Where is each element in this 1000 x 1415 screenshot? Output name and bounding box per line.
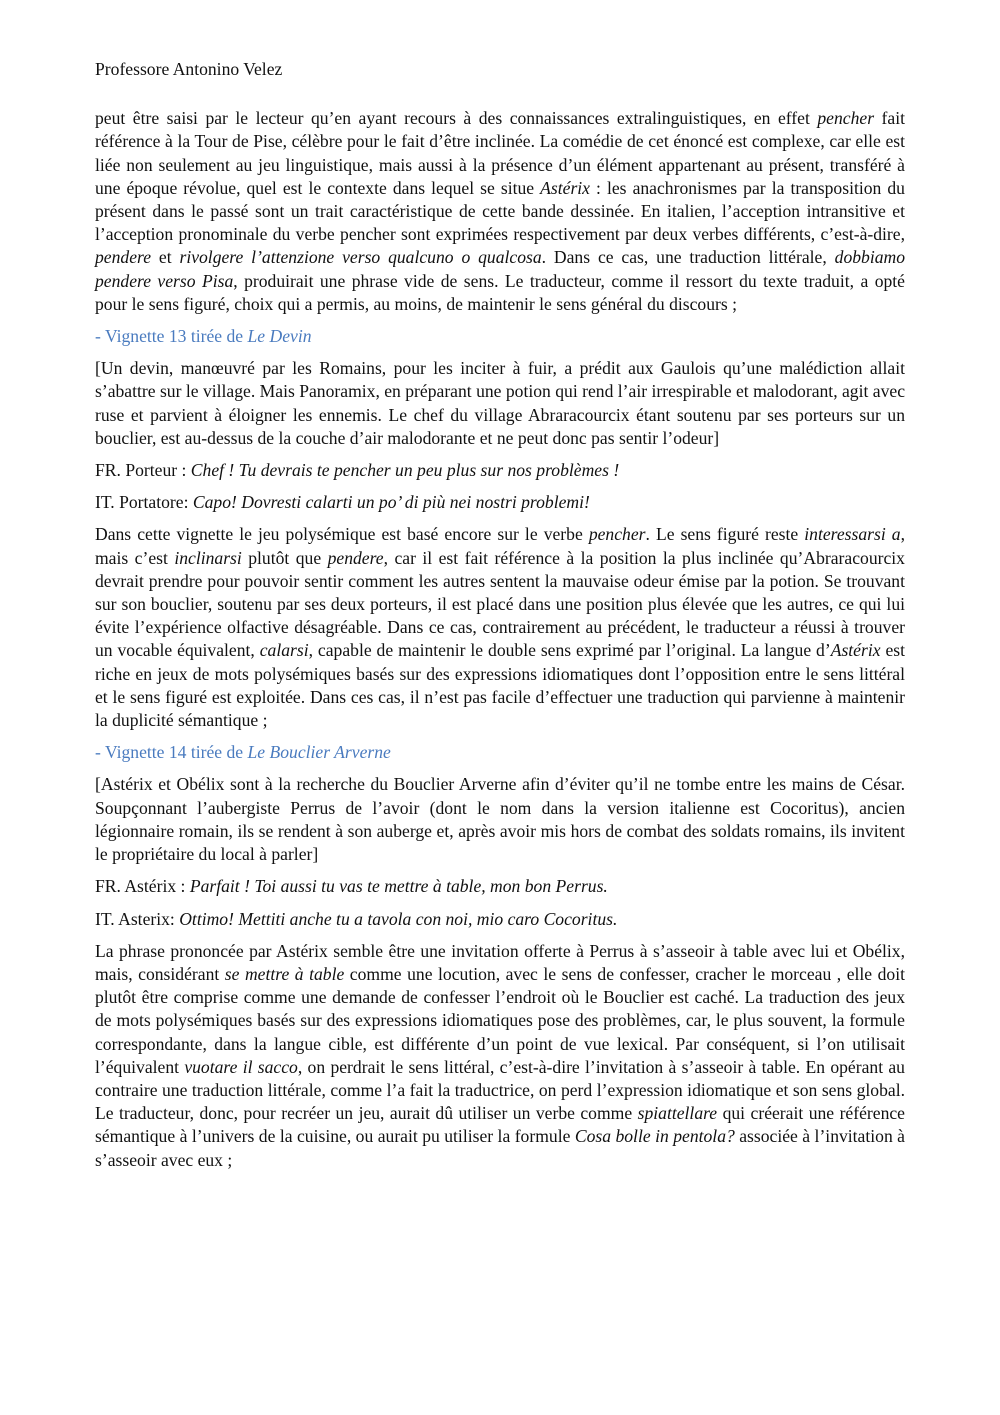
document-page: [95, 58, 905, 1181]
vignette-14-french-line: FR. Astérix : Parfait ! Toi aussi tu vas te mettre à table, mon bon Perrus.: [95, 876, 608, 897]
paragraph-analysis-13: Dans cette vignette le jeu polysémique est basé encore sur le verbe pencher. Le sens figuré reste interessarsi a, mais c’est inclinarsi plutôt que pendere, car il est fait référence à la position la plus inclinée qu’Abraracourcix devrait prendre pour pouvoir sentir comment les autres sentent la mauvaise odeur émise par la potion. Se trouvant sur son bouclier, soutenu par ses deux porteurs, il est placé dans une position plus élevée que les autres, ce qui lui évite l’expérience olfactive désagréable. Dans ce cas, contrairement au précédent, le traducteur a réussi à trouver un vocable équivalent, calarsi, capable de maintenir le double sens exprimé par l’original. La langue d’Astérix est riche en jeux de mots polysémiques basés sur des expressions idiomatiques dont l’opposition entre le sens littéral et le sens figuré est exploitée. Dans ces cas, il n’est pas facile d’effectuer une traduction qui parvienne à maintenir la duplicité sémantique ;: [95, 524, 906, 731]
page-header: Professore Antonino Velez: [95, 59, 283, 79]
section-heading-vignette-14: - Vignette 14 tirée de Le Bouclier Arverne: [95, 742, 391, 763]
vignette-13-french-line: FR. Porteur : Chef ! Tu devrais te pencher un peu plus sur nos problèmes !: [95, 460, 620, 481]
vignette-14-context: [Astérix et Obélix sont à la recherche du Bouclier Arverne afin d’éviter qu’il ne tombe entre les mains de César. Soupçonnant l’aubergiste Perrus de l’avoir (dont le nom dans la version italienne est Cocoritus), ancien légionnaire romain, ils se rendent à son auberge et, après avoir mis hors de combat des soldats romains, ils invitent le propriétaire du local à parler]: [95, 774, 905, 865]
paragraph-analysis-14: La phrase prononcée par Astérix semble être une invitation offerte à Perrus à s’asseoir à table avec lui et Obélix, mais, considérant se mettre à table comme une locution, avec le sens de confesser, cracher le morceau , elle doit plutôt être comprise comme une demande de confesser l’endroit où le Bouclier est caché. La traduction des jeux de mots polysémiques basés sur des expressions idiomatiques pose des problèmes, car, le plus souvent, la formule correspondante, dans la langue cible, est différente d’un point de vue lexical. Par conséquent, si l’on utilisait l’équivalent vuotare il sacco, on perdrait le sens littéral, c’est-à-dire l’invitation à s’asseoir à table. En opérant au contraire une traduction littérale, comme l’a fait la traductrice, on perd l’expression idiomatique et son sens global. Le traducteur, donc, pour recréer un jeu, aurait dû utiliser un verbe comme spiattellare qui créerait une référence sémantique à l’univers de la cuisine, ou aurait pu utiliser la formule Cosa bolle in pentola? associée à l’invitation à s’asseoir avec eux ;: [95, 940, 905, 1170]
vignette-13-italian-line: IT. Portatore: Capo! Dovresti calarti un po’ di più nei nostri problemi!: [95, 492, 590, 513]
section-heading-vignette-13: - Vignette 13 tirée de Le Devin: [95, 326, 312, 347]
vignette-13-context: [Un devin, manœuvré par les Romains, pour les inciter à fuir, a prédit aux Gaulois qu’une malédiction allait s’abattre sur le village. Mais Panoramix, en préparant une potion qui rend l’air irrespirable et malodorant, agit avec ruse et parvient à éloigner les ennemis. Le chef du village Abraracourcix étant soutenu par ses porteurs sur un bouclier, est au-dessus de la couche d’air malodorante et ne peut donc pas sentir l’odeur]: [95, 358, 905, 448]
vignette-14-italian-line: IT. Asterix: Ottimo! Mettiti anche tu a tavola con noi, mio caro Cocoritus.: [95, 908, 618, 929]
paragraph-intro: peut être saisi par le lecteur qu’en ayant recours à des connaissances extralinguistiques, en effet pencher fait référence à la Tour de Pise, célèbre pour le fait d’être inclinée. La comédie de cet énoncé est complexe, car elle est liée non seulement au jeu linguistique, mais aussi à la présence d’un élément appartenant au présent, transféré à une époque révolue, quel est le contexte dans lequel se situe Astérix : les anachronismes par la transposition du présent dans le passé sont un trait caractéristique de cette bande dessinée. En italien, l’acception intransitive et l’acception pronominale du verbe pencher sont exprimées respectivement par deux verbes différents, c’est-à-dire, pendere et rivolgere l’attenzione verso qualcuno o qualcosa. Dans ce cas, une traduction littérale, dobbiamo pendere verso Pisa, produirait une phrase vide de sens. Le traducteur, comme il ressort du texte traduit, a opté pour le sens figuré, choix qui a permis, au moins, de maintenir le sens général du discours ;: [95, 108, 906, 314]
